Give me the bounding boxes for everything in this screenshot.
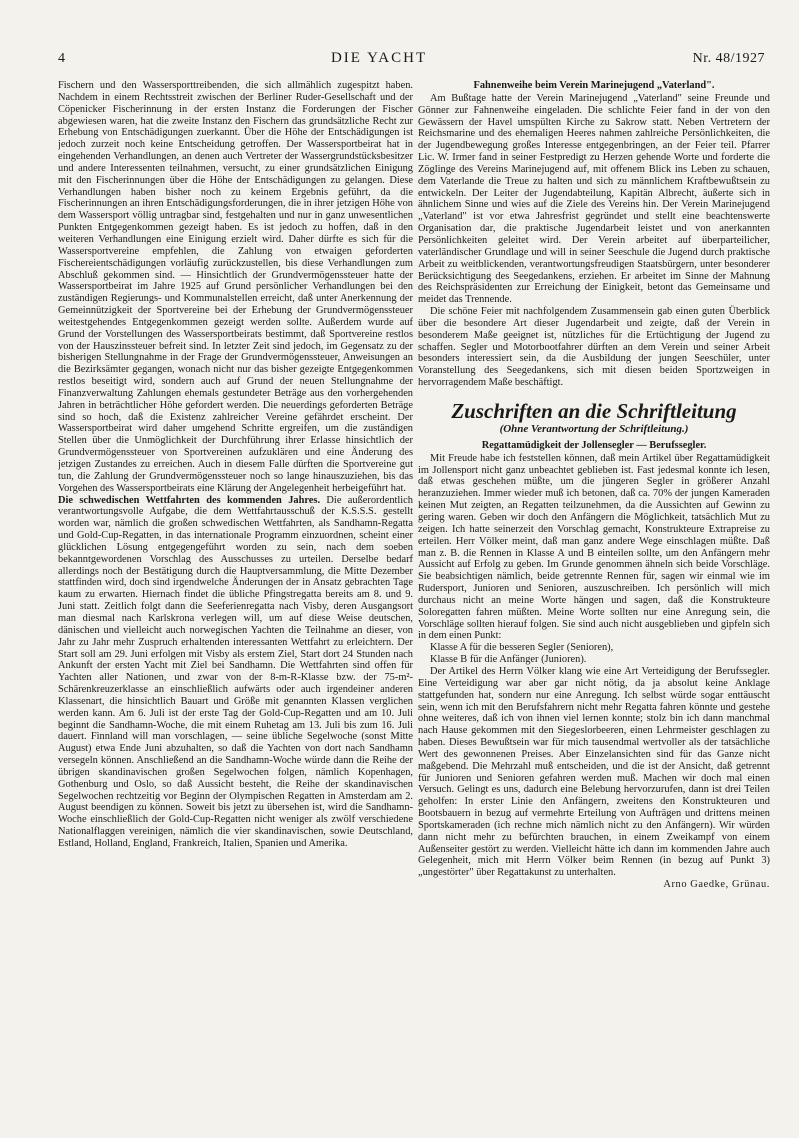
left-column <box>58 80 413 1110</box>
article-paragraph: Die außerordentlich verantwortungsvolle Aufgabe, die dem Wettfahrtausschuß der K.S.S.S. gestellt worden war, nämlich die großen schwedischen Wettfahrten, als Sandhamn-Regatta und Gold-Cup-Regatten, in das internationale Programm einzuordnen, scheint einer glücklichen Lösung entgegengeführt worden zu sein, nach dem soeben bekanntgewordenen Vorschlag des Ausschusses zu urteilen. Derselbe bedarf allerdings noch der Bestätigung durch die Hauptversammlung, die Mitte Dezember stattfinden wird, doch sind irgendwelche Änderungen der in Ansatz gebrachten Tage kaum zu erwarten. Hiernach findet die übliche Pfingstregatta bereits am 8. und 9. Juni statt. Zeitlich folgt dann die Seeferienregatta nach Visby, deren Ausgangsort man diesmal nach Karlskrona verlegen will, um auf diese Weise deutschen, dänischen und vielleicht auch norwegischen Yachten die Teilnahme an dieser, von Jahr zu Jahr mehr Zuspruch erhaltenden interessanten Wettfahrt zu erleichtern. Der Start soll am 29. Juni erfolgen mit Visby als erstem Ziel, Start dort 24 Stunden nach Ankunft der ersten Yacht mit Ziel bei Sandhamn. Die Wettfahrten sind offen für Yachten aller Nationen, und zwar von der 8-m-R-Klasse bzw. der 75-m²-Schärenkreuzerklasse an einschließlich aufwärts oder auch irgendeiner anderen Klassenart, die hinsichtlich Bauart und Größe mit genannten Klassen verglichen werden kann. Am 6. Juli ist der erste Tag der Gold-Cup-Regatten und am 10. Juli beginnt die Sandhamn-Woche, die mit einem Ruhetag am 13. Juli bis zum 16. Juli dauert. Finnland will man vorschlagen, — seine übliche Segelwoche (sonst Mitte August) etwa Ende Juni abzuhalten, so daß die Yachten von dort nach Sandhamn versegeln können. Anschließend an die Sandhamn-Woche würde dann die Reihe der übrigen skandinavischen großen Segelwochen folgen, nämlich Kopenhagen, Gothenburg und Oslo, so daß Aussicht besteht, die Reihe der skandinavischen Segelwochen rechtzeitig vor Beginn der Olympischen Regatten in Amsterdam am 2. August beendigen zu können. Soweit bis jetzt zu übersehen ist, wird die Sandhamn-Woche einschließlich der Gold-Cup-Regatten nicht weniger als zwölf verschiedene Nationalflaggen vereinigen, nämlich die vier skandinavischen, sowie Deutschland, Estland, Holland, England, Frankreich, Italien, Spanien und Amerika. <box>58 494 413 849</box>
article-paragraph: Die schöne Feier mit nachfolgendem Zusammensein gab einen guten Überblick über die besondere Art dieser Jugendarbeit und zeigte, daß der Verein in besonderem Maße geeignet ist, nützliches für die Ertüchtigung der Jugend zu schaffen. Segler und Motorbootfahrer dürften an dem Verein und seiner Arbeit besonders interessiert sein, da die Ausbildung der jungen Seeschüler, unter Voranstellung des Seegedankens, sich mit diesen beiden Sportzweigen in hervorragendem Maße beschäftigt. <box>418 306 770 389</box>
article-paragraph: Fischern und den Wassersporttreibenden, die sich allmählich zugespitzt haben. Nachdem in einem Rechtsstreit zwischen der Berliner Ruder-Gesellschaft und der Cöpenicker Fischerinnung in der ersten Instanz die Forderungen der Fischer abgewiesen waren, hat die zweite Instanz den Fischern das grundsätzliche Recht zur Erhebung von Entschädigungen zuerkannt. Über die Höhe der Entschädigungen ist jedoch zurzeit noch keine Entscheidung getroffen. Der Wassersportbeirat hat in eingehenden Verhandlungen, an denen auch Vertreter der Wassergrundstücksbesitzer und andere Interessenten teilnahmen, versucht, zu einer grundsätzlichen Einigung mit den Fischerinnungen über die Höhe der Entschädigungen zu gelangen. Diese Verhandlungen haben bisher noch zu keinem Ergebnis geführt, da die Fischerinnungen an ihren Entschädigungsforderungen, die in ihrer jetzigen Höhe von dem Wassersport völlig untragbar sind, festgehalten und nur in ganz unwesentlichen Punkten Entgegenkommen gezeigt haben. Es ist jedoch zu hoffen, daß in den weiteren Verhandlungen eine Einigung erzielt wird. Daher dürfte es sich für die Wassersportvereine empfehlen, die Zahlung von etwaigen geforderten Fischereientschädigungen vorläufig zurückzustellen, bis diese Verhandlungen zum Abschluß gekommen sind. — Hinsichtlich der Grundvermögenssteuer hatte der Wassersportbeirat im Jahre 1925 auf Grund persönlicher Verhandlungen bei den zuständigen Regierungs- und Kommunalstellen erreicht, daß unter Anerkennung der Gemeinnützigkeit der Sportvereine bei der Erhebung der Grundvermögenssteuer weitestgehendes Entgegenkommen gezeigt werden sollte. Außerdem wurde auf Grund der Vorstellungen des Wassersportbeirats bestimmt, daß Sportvereine restlos von der Hauszinssteuer befreit sind. In letzter Zeit sind jedoch, im Gegensatz zu der bisherigen Stellungnahme in der Frage der Grundvermögenssteuer, Anweisungen an die Bezirksämter gegangen, wonach nicht nur das bisher gezeigte Entgegenkommen restlos beseitigt wird, sondern auch auf Grund der neuen Stellungnahme der Finanzverwaltung Zahlungen ehemals gestundeter Beträge aus den vorhergehenden Jahren in beträchtlicher Höhe gefordert werden. Die neuerdings geforderten Beträge sind so hoch, daß die Existenz zahlreicher Vereine gefährdet erscheint. Der Wassersportbeirat wird daher umgehend Schritte ergreifen, um die zuständigen Stellen über die Unmöglichkeit der Durchführung ihrer Erlasse hinsichtlich der Grundvermögenssteuer von Sportvereinen aufzuklären und eine Änderung des jetzigen Zustandes zu erreichen. Auch in diesem Falle dürften die Sportvereine gut tun, die Zahlung der Grundvermögenssteuer noch so lange hinauszuziehen, bis das Vorgehen des Wassersportbeirats eine Klärung der Angelegenheit herbeigeführt hat. <box>58 80 413 494</box>
page-header <box>58 50 765 72</box>
letter-paragraph: Der Artikel des Herrn Völker klang wie eine Art Verteidigung der Berufssegler. Eine Verteidigung war aber gar nicht nötig, da ja absolut keine Anklage stattgefunden hat, sondern nur eine Anregung. Ich selbst würde sogar enttäuscht sein, wenn ich mit den Berufsfahrern nicht mehr Regatta fahren könnte und gestehe ohne weiteres, daß ich von ihnen viel lernen konnte; stolz bin ich dann manchmal nach Hause gekommen mit den Siegeslorbeeren, einen Lehrmeister geschlagen zu haben. Dieses Bewußtsein war für mich tausendmal wertvoller als der tatsächliche Wert des gewonnenen Preises. Aber Einzelansichten sind für das Ganze nicht maßgebend. Die Mehrzahl muß entscheiden, und die ist der Ansicht, daß getrennt für Junioren und Senioren gefahren werden muß. Machen wir doch mal einen Versuch. Gelingt es uns, dadurch eine Belebung hervorzurufen, dann ist drei Teilen geholfen: In erster Linie den Anfängern, zweitens den Konstrukteuren und Bootsbauern in bezug auf vermehrte Erteilung von Aufträgen und drittens meinen Sportskameraden (ich rechne mich nämlich nicht zu den Anfängern). Wir würden dann nicht mehr zu befürchten brauchen, in einem Zweikampf von einem Außenseiter gestört zu werden. Vielleicht hätte ich dann im kommenden Jahre auch Gelegenheit, mich mit Herrn Völker beim Rennen (in bezug auf Punkt 3) „ungestörter" über Regattakunst zu unterhalten. <box>418 665 770 879</box>
letters-section-subtitle: (Ohne Verantwortung der Schriftleitung.) <box>499 422 689 435</box>
article-section <box>58 495 413 850</box>
section-heading-regattamuedigkeit: Regattamüdigkeit der Jollensegler — Berufssegler. <box>481 439 707 451</box>
section-heading-fahnenweihe: Fahnenweihe beim Verein Marinejugend „Vaterland". <box>473 80 715 91</box>
letter-signature: Arno Gaedke, Grünau. <box>663 879 770 891</box>
klasse-a-line: Klasse A für die besseren Segler (Senioren), <box>430 642 614 654</box>
section-heading-swedish-regattas: Die schwedischen Wettfahrten des kommenden Jahres. <box>58 494 321 506</box>
letter-paragraph: Mit Freude habe ich feststellen können, daß mein Artikel über Regattamüdigkeit im Jollensport nicht ganz unbeachtet geblieben ist. Fast jedesmal konnte ich lesen, daß etwas geschehen müßte, um die jüngeren Segler in größerer Anzahl heranzuziehen. Immer wieder muß ich betonen, daß ca. 70% der jungen Kameraden keinen Mut zeigten, an Regatten teilzunehmen, da die Aussichten auf Gewinn zu gering waren. Geben wir doch den Anfängern die Möglichkeit, tatsächlich Mut zu zeigen. Ich hatte seinerzeit den Vorschlag gemacht, Konstrukteure Extrapreise zu erteilen. Herr Völker meint, daß man ganz andere Wege einschlagen müßte. Daß man z. B. die Rennen in Klasse A und B einteilen sollte, um den Anfängern mehr Aussicht auf Erfolg zu geben. Im Grunde genommen ähneln sich beide Vorschläge. Sie beabsichtigen nämlich, beide getrennte Rennen für, sagen wir einmal wie im Rudersport, Junioren und Senioren, auszuschreiben. Ich persönlich will mich durchaus nicht an meine Worte hängen und sagen, daß die Konstrukteure Soloregatten fahren müßten. Meine Worte sollten nur eine Anregung sein, die Vorschläge sollten hierauf folgen. Sie sind auch nicht ausgeblieben und gipfeln sich in dem einen Punkt: <box>418 452 770 642</box>
issue-number: Nr. 48/1927 <box>692 51 765 66</box>
magazine-title: DIE YACHT <box>330 50 428 66</box>
article-paragraph: Am Bußtage hatte der Verein Marinejugend „Vaterland" seine Freunde und Gönner zur Fahnenweihe eingeladen. Die schlichte Feier fand in der von den Gewässern der Havel umspülten Kirche zu Sakrow statt. Neben Vertretern der Reichsmarine und des ehemaligen Heeres nahmen zahlreiche Persönlichkeiten, die der Jugendbewegung großes Interesse entgegenbringen, an der Feier teil. Pfarrer Lic. W. Irmer fand in seiner Festpredigt zu Herzen gehende Worte und forderte die Zöglinge des Vereins Marinejugend auf, mit offenem Blick ins Leben zu schauen, dem Vaterlande die Treue zu halten und sich zu männlichem Kraftbewußtsein zu entwickeln. Der Leiter der Jugendabteilung, Kapitän Albrecht, äußerte sich in ähnlichem Sinne und wies auf die Ziele des Vereins hin. Der Verein Marinejugend „Vaterland" ist vor etwa Jahresfrist gegründet und stellt eine beachtenswerte Organisation dar, die praktische Jugendarbeit leistet und von anerkannten Persönlichkeiten geleitet wird. Der Verein arbeitet auf überparteilicher, vaterländischer Grundlage und will in seiner Seeschule die Jugend durch praktische Arbeit zu weitblickenden, verantwortungsfreudigen Staatsbürgern, unter besonderer Berücksichtigung des Seegedankens, erziehen. Er arbeitet im Sinne der Mahnung des Reichspräsidenten zur Erreichung der Einigkeit, betont das Gemeinsame und meidet das Trennende. <box>418 92 770 306</box>
right-column <box>418 80 770 1110</box>
page-number: 4 <box>58 51 66 66</box>
letters-section-title: Zuschriften an die Schriftleitung <box>451 398 737 423</box>
klasse-b-line: Klasse B für die Anfänger (Junioren). <box>430 654 587 666</box>
